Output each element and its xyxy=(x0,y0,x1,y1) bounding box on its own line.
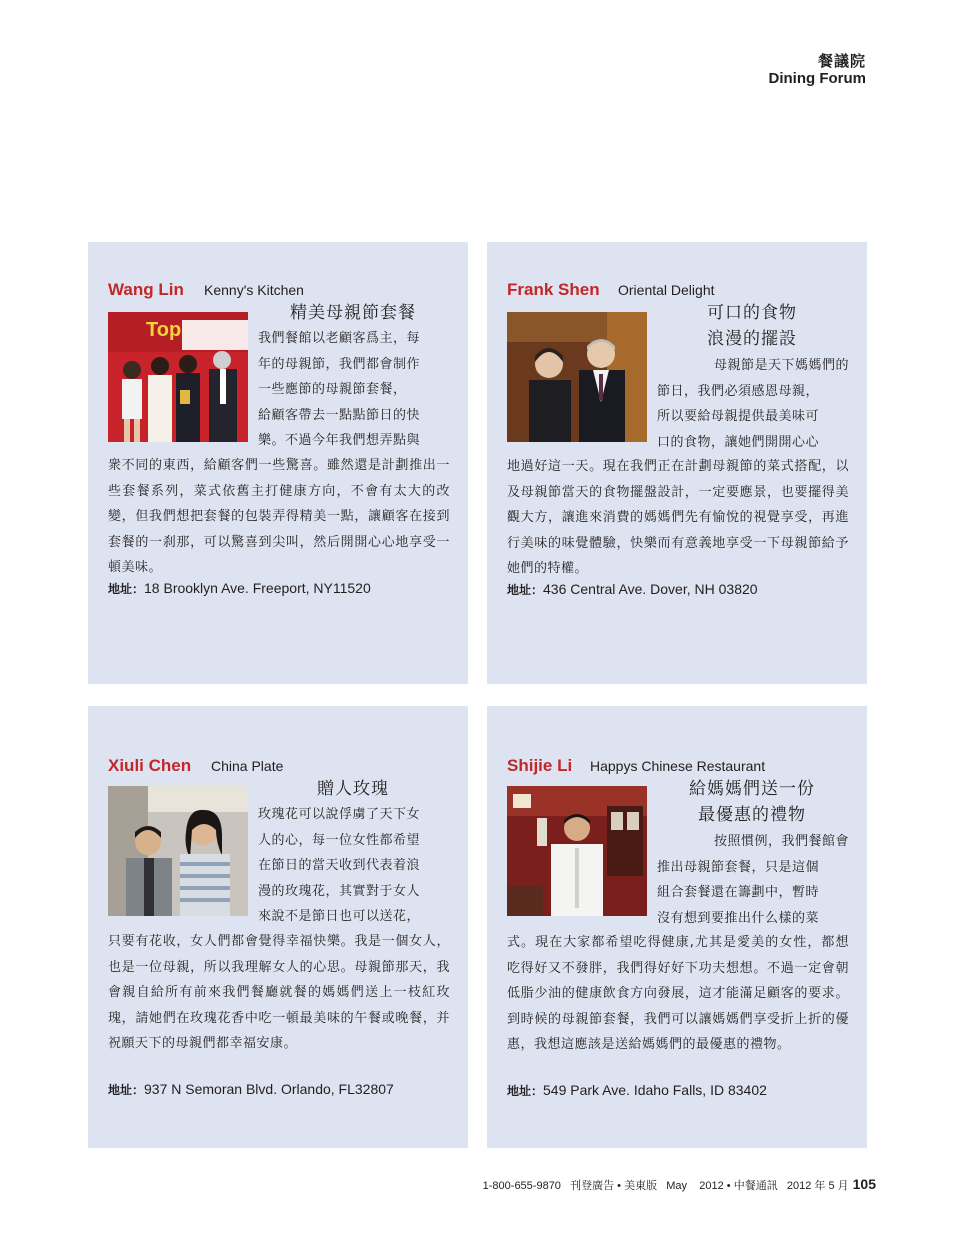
text-line: 母親節是天下媽媽們的 xyxy=(713,358,849,373)
headline-line: 贈人玫瑰 xyxy=(317,779,389,799)
restaurant-address xyxy=(108,1081,394,1098)
article-text-beside-photo xyxy=(258,326,450,454)
text-line: 按照慣例，我們餐館會 xyxy=(713,834,849,849)
text-line: 我們餐館以老顧客爲主，每 xyxy=(258,331,421,346)
article-text-beside-photo xyxy=(657,353,849,455)
photo-chef-portrait xyxy=(507,786,647,916)
restaurant-name: Kenny's Kitchen xyxy=(204,282,304,298)
article-body: 式。現在大家都希望吃得健康,尤其是愛美的女性，都想吃得好又不發胖，我們得好好下功夫想想。不過一定會朝低脂少油的健康飲食方向發展，這才能滿足顧客的要求。到時候的母親節套餐，我們可以讓媽媽們享受折上折的優惠，我想這應該是送給媽媽們的最優惠的禮物。 xyxy=(507,935,849,1052)
article-headline xyxy=(258,776,448,802)
page-footer xyxy=(483,1176,876,1193)
address-label: 地址： xyxy=(108,1083,145,1097)
headline-line: 浪漫的擺設 xyxy=(707,329,797,349)
headline-line: 可口的食物 xyxy=(707,303,797,323)
card-frank-shen xyxy=(487,242,867,684)
article-body: 地過好這一天。現在我們正在計劃母親節的菜式搭配，以及母親節當天的食物擺盤設計，一定要應景，也要擺得美觀大方，讓進來消費的媽媽們先有愉悅的視覺享受，再進行美味的味覺體驗，快樂而有意義地享受一下母親節給予她們的特權。 xyxy=(507,459,849,576)
address-label: 地址： xyxy=(507,583,544,597)
address-text: 937 N Semoran Blvd. Orlando, FL32807 xyxy=(144,1081,394,1097)
text-line: 玫瑰花可以說俘虜了天下女 xyxy=(258,807,421,822)
text-line: 在節日的當天收到代表着浪 xyxy=(258,858,421,873)
footer-ad-text: 刊登廣告 • 美東版 xyxy=(570,1180,658,1192)
photo-owners-portrait xyxy=(108,786,248,916)
text-line: 口的食物，讓她們開開心心 xyxy=(657,434,820,450)
text-line: 組合套餐還在籌劃中，暫時 xyxy=(657,885,820,900)
restaurant-address xyxy=(507,1082,767,1099)
section-title-cn: 餐議院 xyxy=(817,52,866,70)
footer-publication: 2012 • 中餐通訊 xyxy=(699,1180,778,1192)
photo-award-ceremony xyxy=(108,312,248,442)
contributor-name: Xiuli Chen xyxy=(108,756,192,775)
address-text: 18 Brooklyn Ave. Freeport, NY11520 xyxy=(144,580,371,596)
text-line: 樂。不過今年我們想弄點與 xyxy=(258,433,421,448)
restaurant-name: Oriental Delight xyxy=(618,282,715,298)
card-shijie-li xyxy=(487,706,867,1148)
contributor-name: Shijie Li xyxy=(507,756,573,775)
section-title-en: Dining Forum xyxy=(768,70,866,87)
text-line: 推出母親節套餐，只是這個 xyxy=(657,859,820,875)
address-text: 436 Central Ave. Dover, NH 03820 xyxy=(543,581,758,597)
card-wang-lin xyxy=(88,242,468,684)
card-xiuli-chen xyxy=(88,706,468,1148)
text-line: 漫的玫瑰花，其實對于女人 xyxy=(258,883,421,899)
text-line: 節日，我們必須感恩母親， xyxy=(657,383,820,399)
article-headline xyxy=(657,776,847,828)
text-line: 所以要給母親提供最美味可 xyxy=(657,409,820,424)
text-line: 一些應節的母親節套餐， xyxy=(258,382,407,397)
address-text: 549 Park Ave. Idaho Falls, ID 83402 xyxy=(543,1082,767,1098)
headline-line: 給媽媽們送一份 xyxy=(689,779,815,799)
article-body: 衆不同的東西，給顧客們一些驚喜。雖然還是計劃推出一些套餐系列，菜式依舊主打健康方向，不會有太大的改變，但我們想把套餐的包裝弄得精美一點，讓顧客在接到套餐的一刹那，可以驚喜到尖叫，然后開開心心地享受一頓美味。 xyxy=(108,458,450,575)
photo-couple xyxy=(507,312,647,442)
text-line: 沒有想到要推出什么樣的菜 xyxy=(657,910,820,926)
address-label: 地址： xyxy=(108,582,145,596)
contributor-name: Wang Lin xyxy=(108,280,184,299)
article-text-beside-photo xyxy=(657,829,849,931)
article-headline xyxy=(258,300,448,326)
article-text-beside-photo xyxy=(258,802,450,930)
headline-line: 精美母親節套餐 xyxy=(290,303,416,323)
text-line: 人的心，每一位女性都希望 xyxy=(258,832,421,848)
restaurant-address xyxy=(108,580,371,597)
restaurant-name: Happys Chinese Restaurant xyxy=(590,758,766,774)
text-line: 來說不是節日也可以送花， xyxy=(258,909,421,924)
restaurant-name: China Plate xyxy=(211,758,284,774)
footer-date-cn: 2012 年 5 月 xyxy=(786,1180,849,1192)
address-label: 地址： xyxy=(507,1084,544,1098)
article-headline xyxy=(657,300,847,352)
restaurant-address xyxy=(507,581,758,598)
text-line: 給顧客帶去一點點節日的快 xyxy=(258,407,421,423)
headline-line: 最優惠的禮物 xyxy=(698,805,806,825)
photo-sign-text: Top xyxy=(146,319,182,341)
text-line: 年的母親節，我們都會制作 xyxy=(258,356,421,372)
contributor-name: Frank Shen xyxy=(507,280,600,299)
article-body: 只要有花收，女人們都會覺得幸福快樂。我是一個女人，也是一位母親，所以我理解女人的心思。母親節那天，我會親自給所有前來我們餐廳就餐的媽媽們送上一枝紅玫瑰，請她們在玫瑰花香中吃一頓最美味的午餐或晚餐，并祝願天下的母親們都幸福安康。 xyxy=(108,934,450,1051)
footer-month: May xyxy=(666,1180,688,1192)
footer-phone: 1-800-655-9870 xyxy=(482,1180,561,1192)
page-number: 105 xyxy=(852,1176,876,1192)
